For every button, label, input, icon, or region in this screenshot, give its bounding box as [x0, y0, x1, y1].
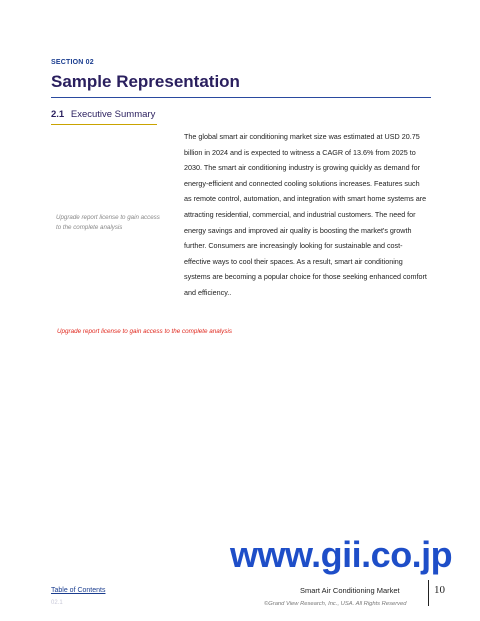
watermark: www.gii.co.jp [230, 534, 453, 575]
executive-summary-text: The global smart air conditioning market size was estimated at USD 20.75 billion in 2024 and is expected to witness a CAGR of 13.6% from 2025 to 2030. The smart air conditioning industry is growing quickly as demand for energy-efficient and connected cooling solutions increases. Features such as remote control, automation, and integration with smart home systems are attracting residential, commercial, and industrial customers. The need for energy savings and improved air quality is boosting the market's growth further. Consumers are increasingly looking for sustainable and cost-effective ways to cool their spaces. As a result, smart air conditioning systems are becoming a popular choice for those seeking enhanced comfort and efficiency.. [184, 132, 427, 297]
upgrade-notice[interactable]: Upgrade report license to gain access to the complete analysis [57, 328, 233, 335]
title-divider [51, 97, 431, 98]
subsection-heading [51, 109, 155, 120]
locked-content-note: Upgrade report license to gain access to the complete analysis [56, 214, 160, 231]
subsection-number: 2.1 [51, 109, 65, 120]
page-number: 10 [434, 584, 445, 596]
subsection-divider [51, 124, 157, 125]
footer-divider [428, 580, 429, 606]
table-of-contents-link[interactable]: Table of Contents [51, 587, 106, 594]
subsection-title: Executive Summary [70, 109, 156, 120]
footer-copyright: ©Grand View Research, Inc., USA. All Rights Reserved [264, 601, 407, 607]
page-title: Sample Representation [51, 72, 240, 91]
section-reference: 02.1 [51, 600, 63, 606]
footer-report-title: Smart Air Conditioning Market [300, 586, 400, 595]
section-label: SECTION 02 [51, 59, 94, 66]
